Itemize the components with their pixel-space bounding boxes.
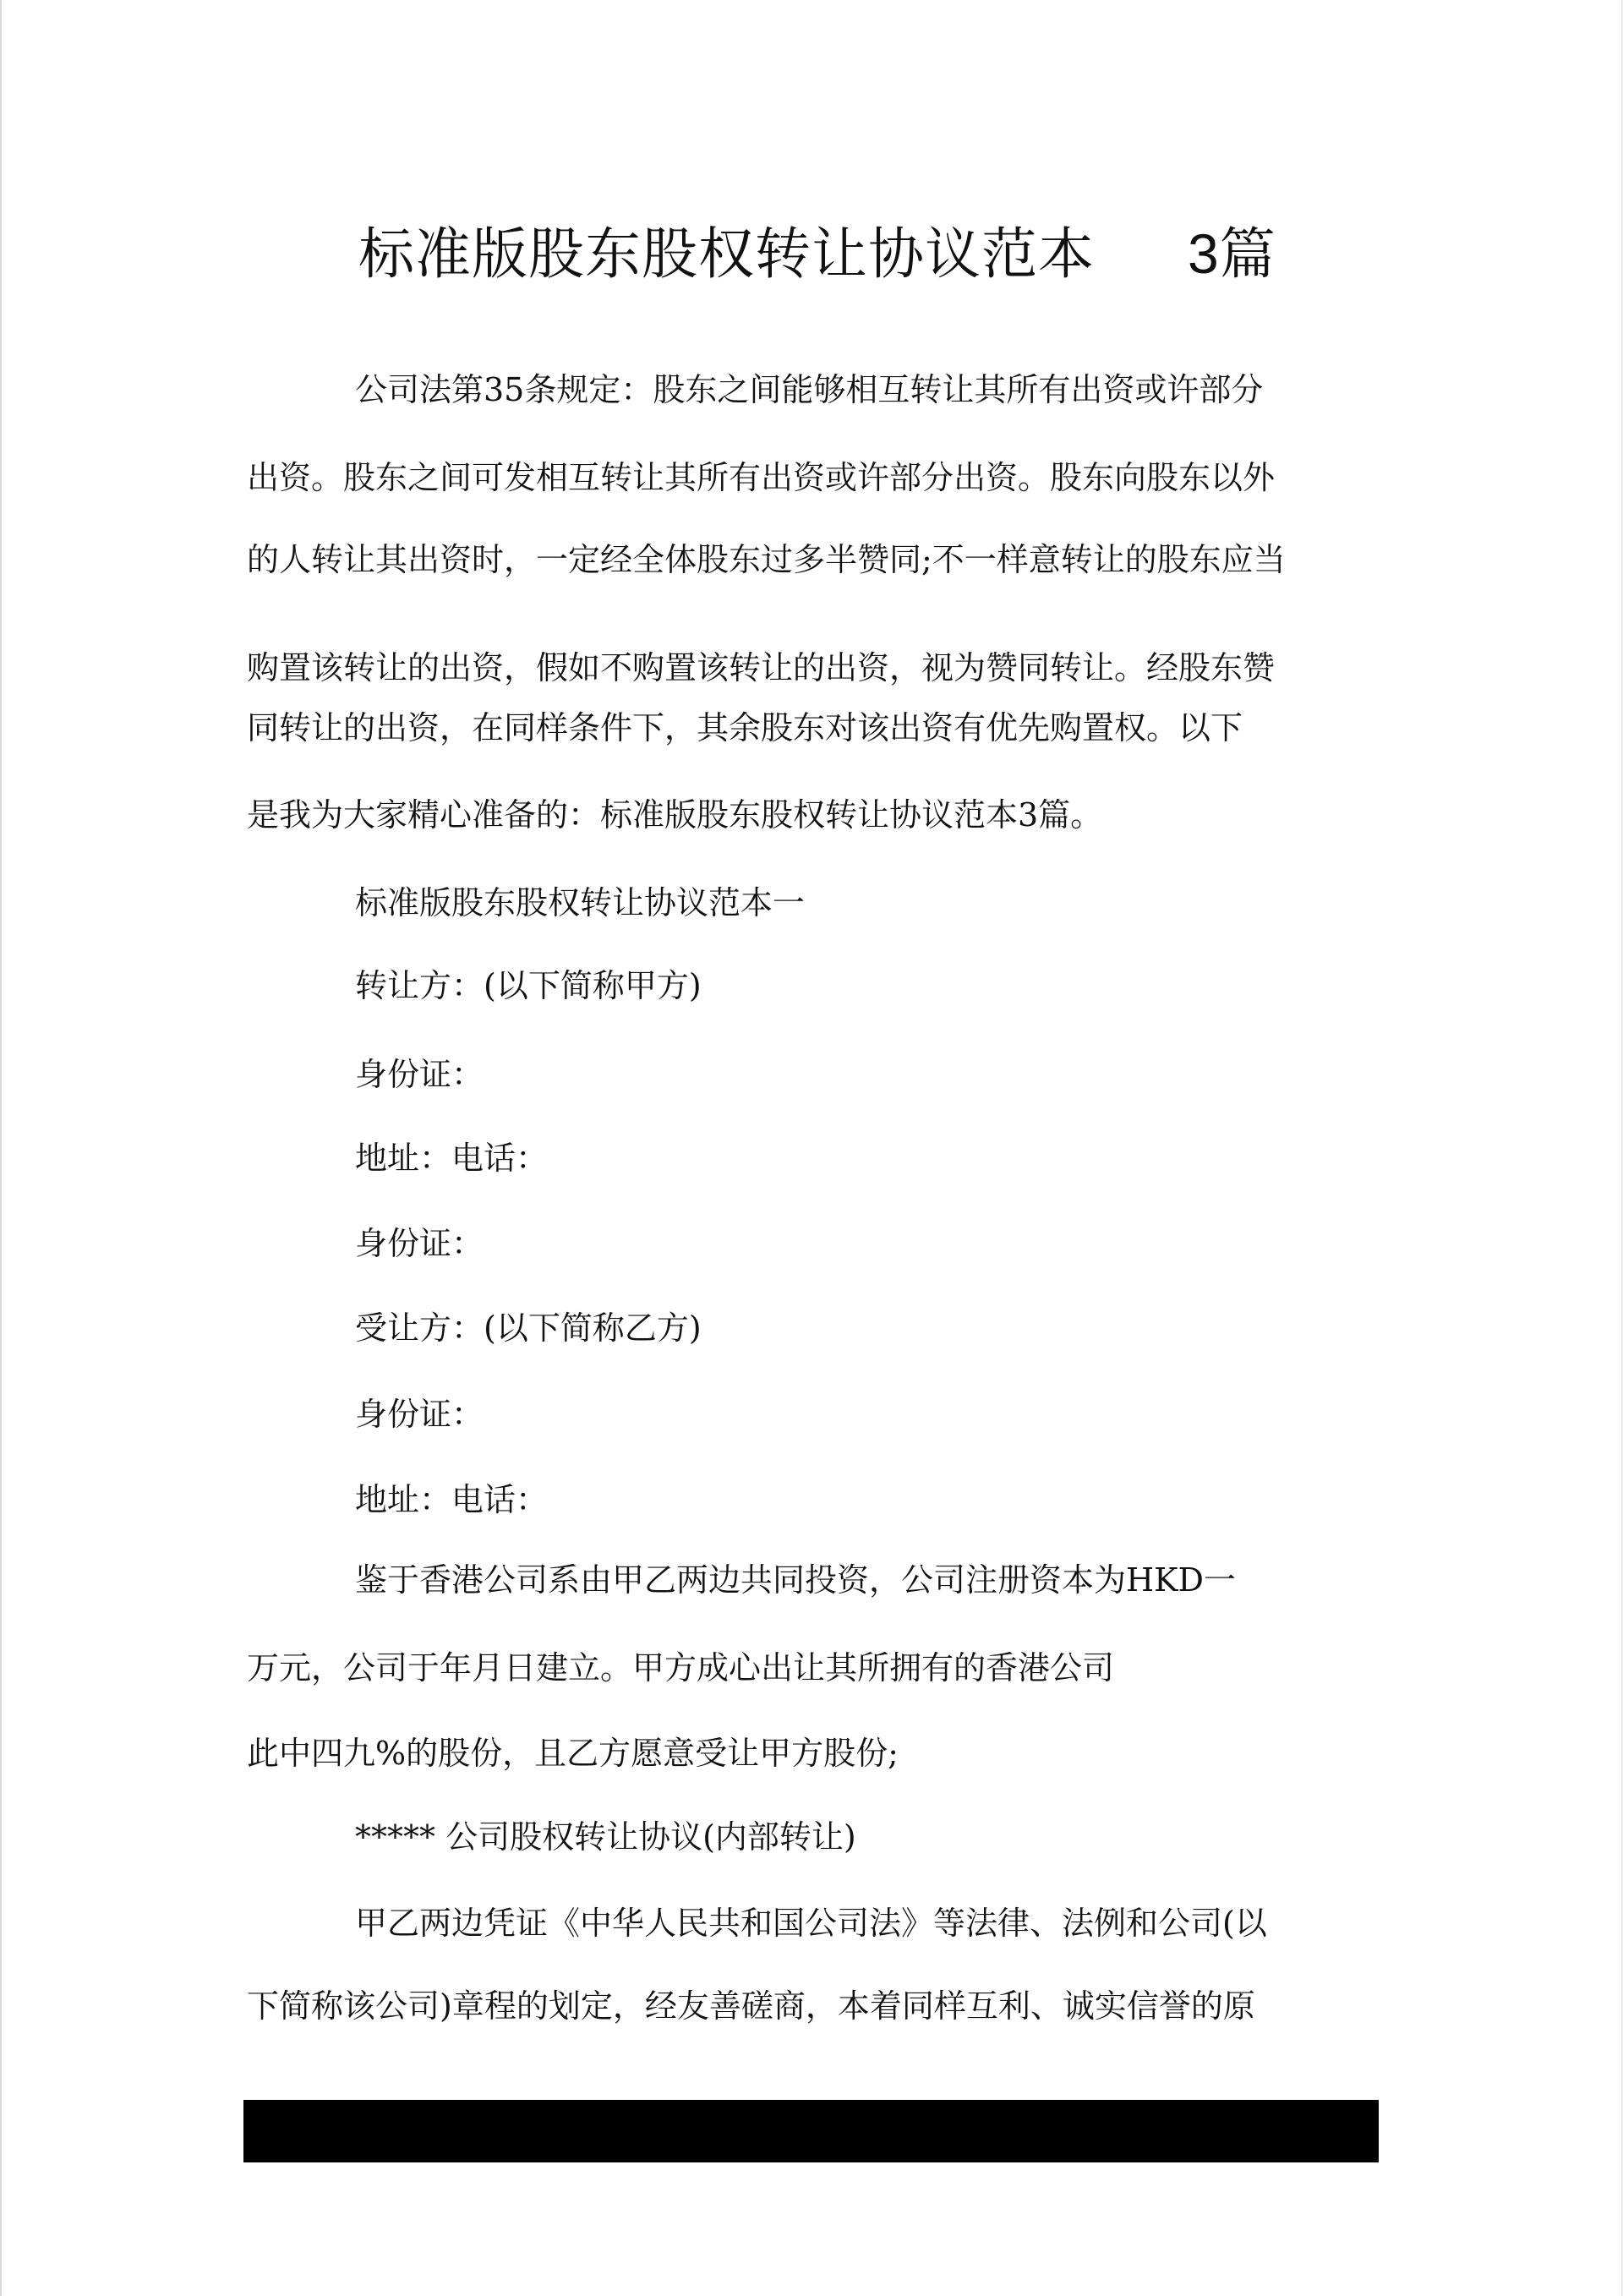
- paragraph-line: 万元，公司于年月日建立。甲方成心出让其所拥有的香港公司: [247, 1649, 1115, 1686]
- form-field-label: 受让方：(以下简称乙方): [355, 1309, 702, 1347]
- form-field-label: 身份证：: [355, 1056, 484, 1093]
- paragraph-line: 是我为大家精心准备的：标准版股东股权转让协议范本3篇。: [247, 796, 1103, 834]
- section-heading: ***** 公司股权转让协议(内部转让): [355, 1818, 856, 1856]
- form-field-label: 身份证：: [355, 1396, 484, 1433]
- form-field-label: 地址：电话：: [355, 1481, 549, 1518]
- redaction-bar: [243, 2100, 1379, 2162]
- form-field-label: 身份证：: [355, 1225, 484, 1262]
- section-heading: 标准版股东股权转让协议范本一: [355, 884, 806, 921]
- page-title: [358, 216, 1276, 292]
- paragraph-line: 购置该转让的出资，假如不购置该转让的出资，视为赞同转让。经股东赞: [247, 649, 1276, 686]
- paragraph-line: 出资。股东之间可发相互转让其所有出资或许部分出资。股东向股东以外: [247, 459, 1276, 496]
- form-field-label: 转让方：(以下简称甲方): [355, 967, 702, 1004]
- paragraph-line: 甲乙两边凭证《中华人民共和国公司法》等法律、法例和公司(以: [355, 1905, 1267, 1942]
- title-count: 3篇: [1188, 222, 1276, 285]
- paragraph-line: 公司法第35条规定：股东之间能够相互转让其所有出资或许部分: [355, 371, 1264, 408]
- paragraph-line: 此中四九%的股份，且乙方愿意受让甲方股份;: [247, 1735, 899, 1772]
- form-field-label: 地址：电话：: [355, 1140, 549, 1177]
- title-text: 标准版股东股权转让协议范本: [358, 221, 1095, 287]
- paragraph-line: 鉴于香港公司系由甲乙两边共同投资，公司注册资本为HKD一: [355, 1561, 1236, 1599]
- paragraph-line: 的人转让其出资时，一定经全体股东过多半赞同;不一样意转让的股东应当: [247, 541, 1286, 578]
- paragraph-line: 同转让的出资，在同样条件下，其余股东对该出资有优先购置权。以下: [247, 709, 1243, 746]
- paragraph-line: 下简称该公司)章程的划定，经友善磋商，本着同样互利、诚实信誉的原: [247, 1987, 1255, 2025]
